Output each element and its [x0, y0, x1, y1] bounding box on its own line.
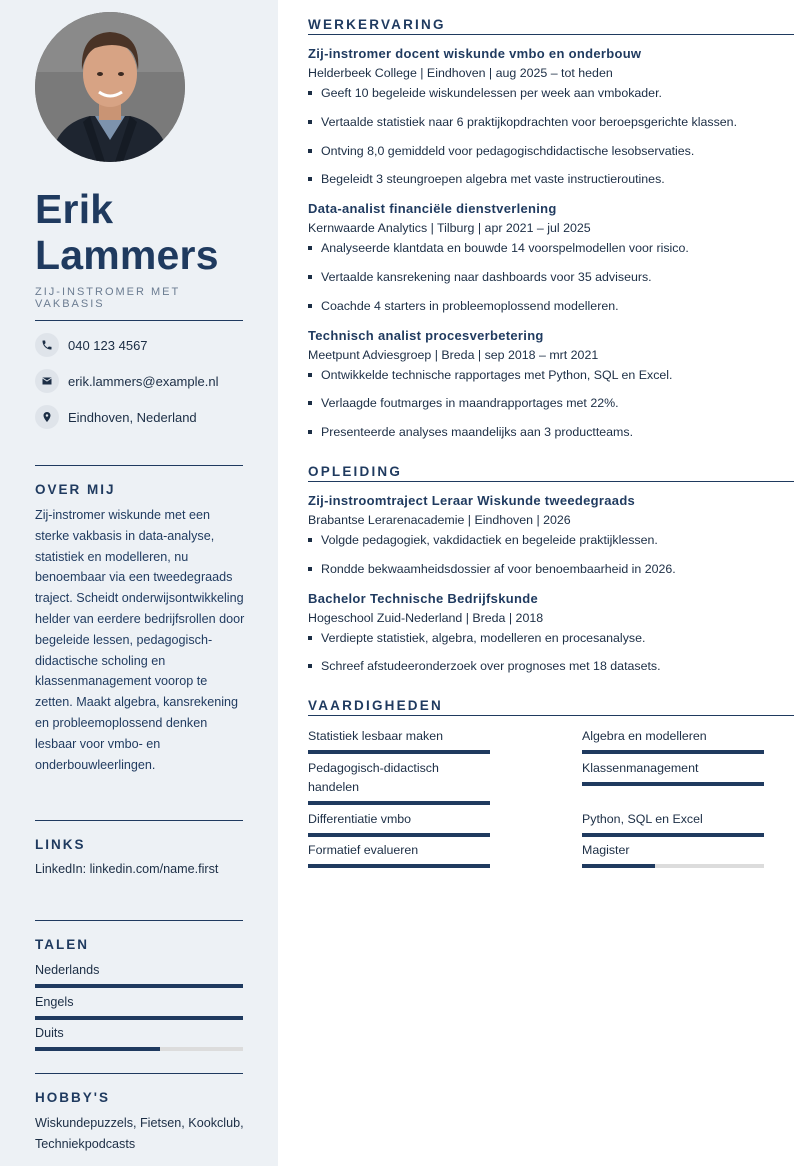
job-bullet	[308, 172, 665, 186]
bullet-text: Schreef afstudeeronderzoek over prognoses met 18 datasets.	[321, 659, 661, 673]
bullet-text: Geeft 10 begeleide wiskundelessen per week aan vmbokader.	[321, 86, 662, 100]
skill-label: Python, SQL en Excel	[582, 812, 703, 826]
bullet-marker	[308, 401, 312, 405]
divider	[35, 465, 243, 466]
education-meta: Hogeschool Zuid-Nederland | Breda | 2018	[308, 611, 544, 625]
job-bullet	[308, 396, 619, 410]
skill-item	[582, 810, 764, 837]
skill-label: Formatief evalueren	[308, 843, 419, 857]
bullet-marker	[308, 149, 312, 153]
first-name: Erik	[35, 186, 114, 232]
job-meta: Kernwaarde Analytics | Tilburg | apr 2021 – jul 2025	[308, 221, 591, 235]
education-title: Bachelor Technische Bedrijfskunde	[308, 591, 538, 606]
bullet-marker	[308, 91, 312, 95]
full-name	[35, 186, 219, 278]
language-item	[35, 994, 243, 1020]
language-label: Duits	[35, 1026, 64, 1040]
job-bullet	[308, 270, 652, 284]
job-bullet	[308, 368, 672, 382]
education-heading: OPLEIDING	[308, 464, 794, 482]
skill-label: Differentiatie vmbo	[308, 812, 412, 826]
skill-item	[582, 727, 764, 754]
hobbies-text: Wiskundepuzzels, Fietsen, Kookclub, Techniekpodcasts	[35, 1116, 244, 1151]
skill-bar	[308, 833, 490, 837]
bullet-text: Ontwikkelde technische rapportages met Python, SQL en Excel.	[321, 368, 673, 382]
skill-bar-fill	[308, 801, 490, 805]
job-title: Technisch analist procesverbetering	[308, 328, 544, 343]
job-bullet	[308, 115, 737, 129]
skill-bar	[582, 833, 764, 837]
skill-bar-fill	[308, 750, 490, 754]
bullet-text: Begeleidt 3 steungroepen algebra met vaste instructieroutines.	[321, 172, 665, 186]
skill-bar	[308, 864, 490, 868]
bullet-text: Presenteerde analyses maandelijks aan 3 productteams.	[321, 425, 634, 439]
skill-bar	[582, 782, 764, 786]
job-bullet	[308, 86, 662, 100]
education-title: Zij-instroomtraject Leraar Wiskunde tweedegraads	[308, 493, 636, 508]
skill-label: Klassenmanagement	[582, 761, 699, 775]
job-bullet	[308, 241, 689, 255]
phone-icon	[35, 333, 59, 357]
skill-item	[308, 759, 478, 805]
profile-subtitle: ZIJ-INSTROMER MET VAKBASIS	[35, 286, 181, 310]
about-text: Zij-instromer wiskunde met een sterke vakbasis in data-analyse, statistiek en modelleren, nu benoembaar via een tweedegraads traject. Scheidt onderwijsontwikkeling helder van eerdere bedrijfsrollen door begeleide lessen, pedagogisch-didactische scholing en klassenmanagement voorop te zetten. Maakt algebra, kansrekening en probleemoplossend denken lesbaar voor vmbo- en onderbouwleerlingen.	[35, 508, 245, 772]
divider	[35, 320, 243, 321]
sidebar	[0, 0, 278, 1166]
skill-item	[308, 727, 490, 754]
bullet-marker	[308, 636, 312, 640]
education-bullet	[308, 659, 661, 673]
bullet-marker	[308, 373, 312, 377]
last-name: Lammers	[35, 232, 219, 278]
language-bar	[35, 984, 243, 988]
job-meta: Meetpunt Adviesgroep | Breda | sep 2018 – mrt 2021	[308, 348, 599, 362]
skill-bar-fill	[308, 864, 490, 868]
language-label: Nederlands	[35, 963, 100, 977]
divider	[35, 1073, 243, 1074]
bullet-text: Verdiepte statistiek, algebra, modelleren en procesanalyse.	[321, 631, 646, 645]
bullet-marker	[308, 275, 312, 279]
language-label: Engels	[35, 995, 74, 1009]
bullet-marker	[308, 664, 312, 668]
linkedin-link[interactable]: LinkedIn: linkedin.com/name.first	[35, 862, 219, 876]
bullet-marker	[308, 246, 312, 250]
language-item	[35, 1025, 243, 1051]
bullet-marker	[308, 304, 312, 308]
language-bar	[35, 1047, 243, 1051]
bullet-text: Verlaagde foutmarges in maandrapportages met 22%.	[321, 396, 619, 410]
hobbies-heading: HOBBY'S	[35, 1090, 110, 1105]
skill-bar-fill	[308, 833, 490, 837]
education-bullet	[308, 562, 676, 576]
job-title: Zij-instromer docent wiskunde vmbo en onderbouw	[308, 46, 642, 61]
education-bullet	[308, 533, 658, 547]
map-pin-icon	[35, 405, 59, 429]
skill-bar-fill	[582, 833, 764, 837]
skill-item	[582, 759, 764, 786]
bullet-marker	[308, 567, 312, 571]
language-bar-fill	[35, 1016, 243, 1020]
skill-item	[582, 841, 764, 868]
bullet-text: Volgde pedagogiek, vakdidactiek en begeleide praktijklessen.	[321, 533, 658, 547]
skills-heading: VAARDIGHEDEN	[308, 698, 794, 716]
skill-item	[308, 841, 490, 868]
bullet-text: Vertaalde statistiek naar 6 praktijkopdrachten voor beroepsgerichte klassen.	[321, 115, 738, 129]
skill-label: Magister	[582, 843, 630, 857]
language-bar	[35, 1016, 243, 1020]
skill-bar	[308, 801, 490, 805]
skill-bar	[582, 864, 764, 868]
skill-bar-fill	[582, 864, 655, 868]
bullet-text: Vertaalde kansrekening naar dashboards voor 35 adviseurs.	[321, 270, 652, 284]
bullet-marker	[308, 120, 312, 124]
skill-item	[308, 810, 490, 837]
bullet-text: Rondde bekwaamheidsdossier af voor benoembaarheid in 2026.	[321, 562, 676, 576]
bullet-text: Ontving 8,0 gemiddeld voor pedagogischdidactische lesobservaties.	[321, 144, 695, 158]
education-meta: Brabantse Lerarenacademie | Eindhoven | 2026	[308, 513, 571, 527]
bullet-marker	[308, 177, 312, 181]
language-bar-fill	[35, 984, 243, 988]
location-text: Eindhoven, Nederland	[68, 409, 197, 425]
divider	[35, 920, 243, 921]
job-meta: Helderbeek College | Eindhoven | aug 2025 – tot heden	[308, 66, 613, 80]
skill-bar	[582, 750, 764, 754]
profile-photo	[35, 12, 185, 162]
links-heading: LINKS	[35, 837, 86, 852]
bullet-marker	[308, 430, 312, 434]
divider	[35, 820, 243, 821]
contact-phone	[35, 333, 148, 357]
skill-label: Pedagogisch-didactisch handelen	[308, 761, 439, 794]
skill-label: Algebra en modelleren	[582, 729, 707, 743]
phone-text: 040 123 4567	[68, 337, 148, 353]
education-bullet	[308, 631, 645, 645]
job-bullet	[308, 425, 633, 439]
bullet-marker	[308, 538, 312, 542]
skill-bar-fill	[582, 782, 764, 786]
job-bullet	[308, 144, 694, 158]
experience-heading: WERKERVARING	[308, 17, 794, 35]
mail-icon	[35, 369, 59, 393]
bullet-text: Analyseerde klantdata en bouwde 14 voorspelmodellen voor risico.	[321, 241, 689, 255]
language-item	[35, 962, 243, 988]
about-heading: OVER MIJ	[35, 482, 116, 497]
skill-bar-fill	[582, 750, 764, 754]
language-bar-fill	[35, 1047, 160, 1051]
bullet-text: Coachde 4 starters in probleemoplossend modelleren.	[321, 299, 619, 313]
skill-label: Statistiek lesbaar maken	[308, 729, 443, 743]
job-bullet	[308, 299, 619, 313]
job-title: Data-analist financiële dienstverlening	[308, 201, 557, 216]
contact-location	[35, 405, 197, 429]
email-text: erik.lammers@example.nl	[68, 373, 219, 389]
skill-bar	[308, 750, 490, 754]
contact-email	[35, 369, 218, 393]
languages-heading: TALEN	[35, 937, 89, 952]
